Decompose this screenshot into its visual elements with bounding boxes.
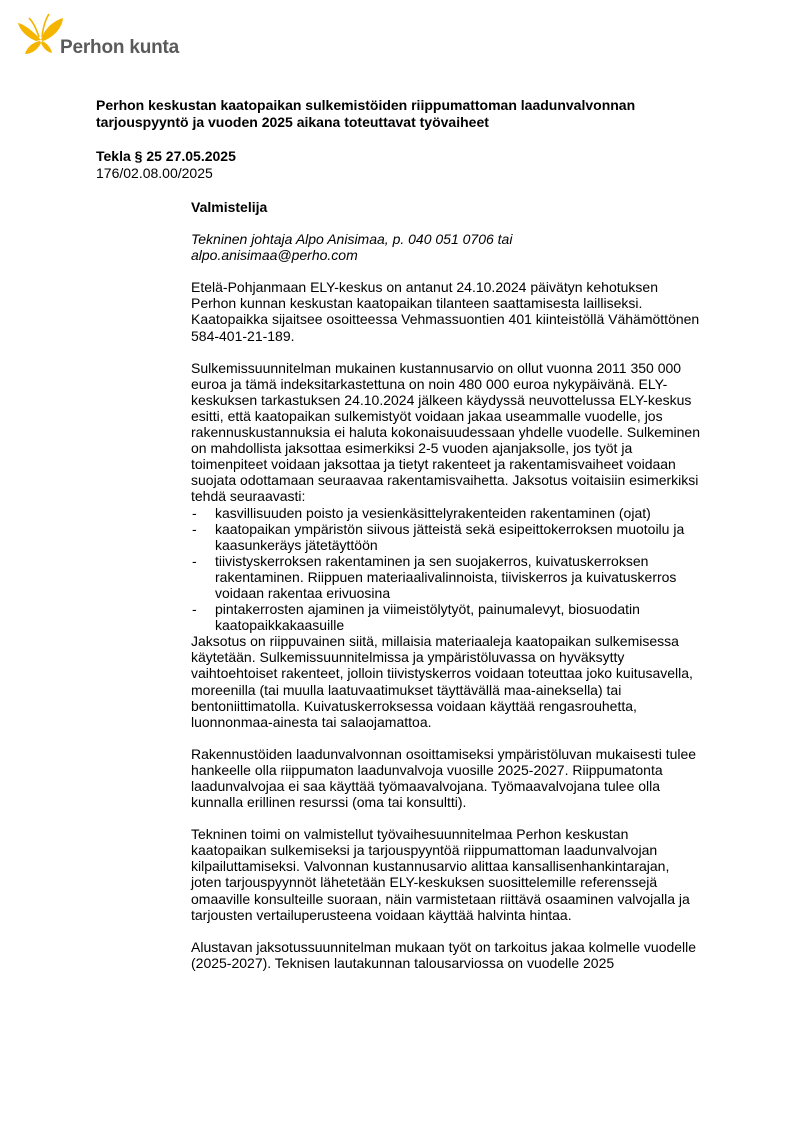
paragraph-5: Tekninen toimi on valmistellut työvaihesuunnitelmaa Perhon keskustan kaatopaikan sulkemiseksi ja tarjouspyyntöä riippumattoman laadunvalvojan kilpailuttamiseksi. Valvonnan kustannusarvio alittaa kansallisenhankintarajan, joten tarjouspyynnöt lähetetään ELY-keskuksen suosittelemille referenssejä omaaville konsulteille suoraan, näin varmistetaan riittävä osaaminen valvojalla ja tarjousten vertailuperusteena voidaan käyttää halvinta hintaa. <box>191 826 690 923</box>
logo <box>16 10 186 60</box>
preparer-name: Tekninen johtaja Alpo Anisimaa, p. 040 051 0706 tai <box>191 231 513 248</box>
section-heading: Valmistelija <box>191 199 268 215</box>
logo-text: Perhon kunta <box>60 37 180 58</box>
preparer-info <box>191 231 701 263</box>
list-item: - tiivistyskerroksen rakentaminen ja sen suojakerros, kuivatuskerroksen rakentaminen. Riippuen materiaalivalinnoista, tiiviskerros ja kuivatuskerros voidaan rakentaa erivuosina <box>191 553 701 601</box>
paragraph-6: Alustavan jaksotussuunnitelman mukaan työt on tarkoitus jakaa kolmelle vuodelle (2025-2027). Teknisen lautakunnan talousarviossa on vuodelle 2025 <box>191 938 697 971</box>
list-item: - kaatopaikan ympäristön siivous jätteistä sekä esipeittokerroksen muotoilu ja kaasunkeräys jätetäyttöön <box>191 521 701 553</box>
meeting-reference: Tekla § 25 27.05.2025 <box>96 148 236 164</box>
phase-list <box>191 505 701 634</box>
paragraph-2: Sulkemissuunnitelman mukainen kustannusarvio on ollut vuonna 2011 350 000 euroa ja tämä indeksitarkastettuna on noin 480 000 euroa nykypäivänä. ELY-keskuksen tarkastuksen 24.10.2024 jälkeen käydyssä neuvottelussa ELY-keskus esitti, että kaatopaikan sulkemistyöt voidaan jakaa useammalle vuodelle, jos rakennuskustannuksia ei haluta kokonaisuudessaan yhdelle vuodelle. Sulkeminen on mahdollista jaksottaa esimerkiksi 2-5 vuoden ajanjaksolle, jos työt ja toimenpiteet voidaan jaksottaa ja tietyt rakenteet ja rakentamisvaiheet voidaan suojata odottamaan seuraavaa rakentamisvaihetta. Jaksotus voitaisiin esimerkiksi tehdä seuraavasti: <box>191 359 701 505</box>
preparer-email: alpo.anisimaa@perho.com <box>191 247 358 264</box>
diary-number: 176/02.08.00/2025 <box>96 165 213 181</box>
paragraph-4: Rakennustöiden laadunvalvonnan osoittamiseksi ympäristöluvan mukaisesti tulee hankeelle olla riippumaton laadunvalvoja vuosille 2025-2027. Riippumatonta laadunvalvojaa ei saa käyttää työmaavalvojana. Työmaavalvojana tulee olla kunnalla erillinen resurssi (oma tai konsultti). <box>191 745 697 811</box>
document-title: Perhon keskustan kaatopaikan sulkemistöiden riippumattoman laadunvalvonnan tarjouspyyntö ja vuoden 2025 aikana toteuttavat työvaiheet <box>96 97 636 130</box>
paragraph-1: Etelä-Pohjanmaan ELY-keskus on antanut 24.10.2024 päivätyn kehotuksen Perhon kunnan keskustan kaatopaikan tilanteen saattamisesta lailliseksi. Kaatopaikka sijaitsee osoitteessa Vehmassuontien 401 kiinteistöllä Vähämöttönen 584-401-21-189. <box>191 279 700 344</box>
document-body <box>191 199 701 987</box>
list-item: - kasvillisuuden poisto ja vesienkäsittelyrakenteiden rakentaminen (ojat) <box>191 505 701 521</box>
document-meta <box>96 148 236 182</box>
list-item: - pintakerrosten ajaminen ja viimeistölytyöt, painumalevyt, biosuodatin kaatopaikkakaasuille <box>191 601 701 633</box>
paragraph-3: Jaksotus on riippuvainen siitä, millaisia materiaaleja kaatopaikan sulkemisessa käytetään. Sulkemissuunnitelmissa ja ympäristöluvassa on hyväksytty vaihtoehtoiset rakenteet, jolloin tiivistyskerros voidaan toteuttaa joko kuitusavella, moreenilla (tai muulla laatuvaatimukset täyttävällä maa-aineksella) tai bentoniittimatolla. Kuivatuskerroksessa voidaan käyttää rengasrouhetta, luonnonmaa-ainesta tai salaojamattoa. <box>191 633 693 730</box>
